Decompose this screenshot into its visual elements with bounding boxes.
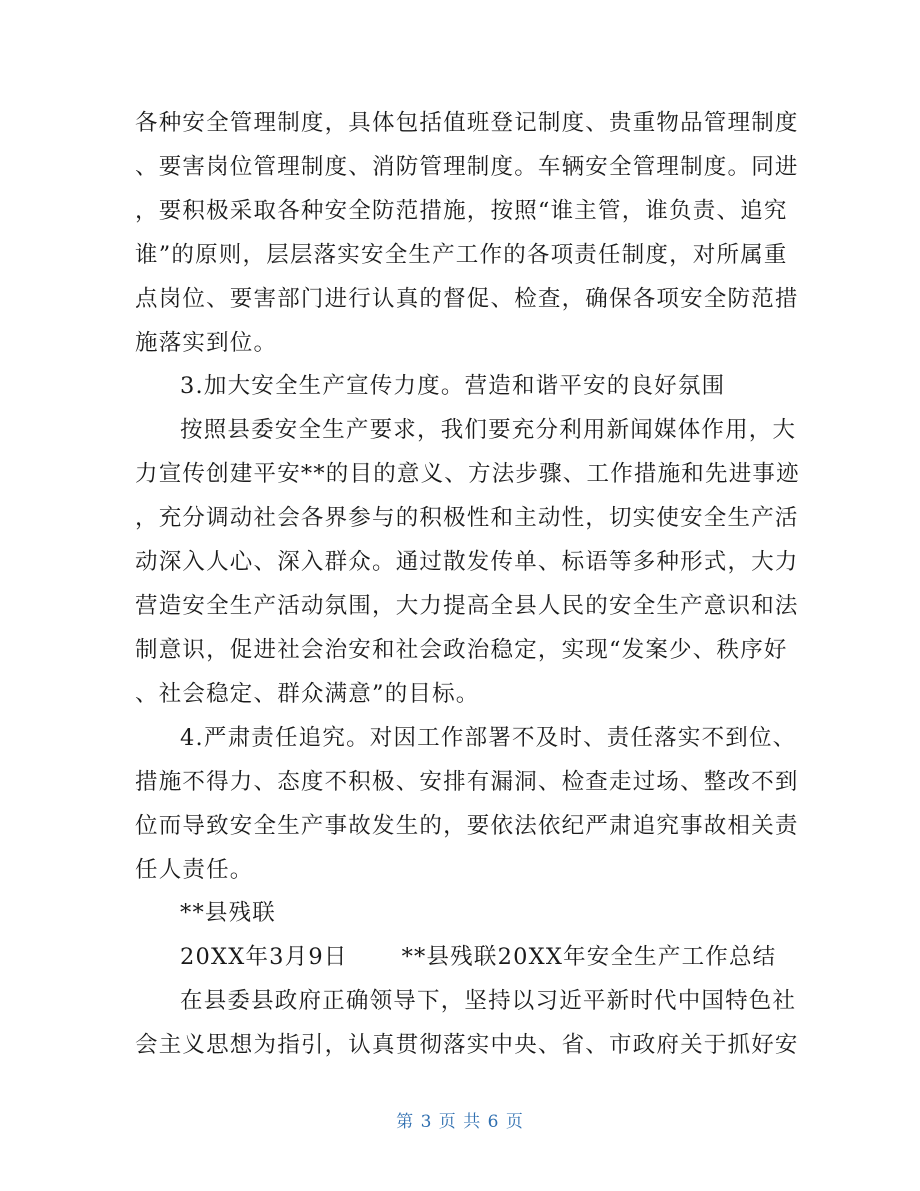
page-number-footer: 第 3 页 共 6 页 bbox=[396, 1112, 524, 1132]
body-line: 点岗位、要害部门进行认真的督促、检查，确保各项安全防范措 bbox=[135, 286, 799, 312]
date-title-line bbox=[180, 935, 830, 979]
next-document-title: **县残联20XX年安全生产工作总结 bbox=[401, 944, 777, 970]
body-line: 力宣传创建平安**的目的意义、方法步骤、工作措施和先进事迹 bbox=[135, 461, 800, 487]
section-heading: 3.加大安全生产宣传力度。营造和谐平安的良好氛围 bbox=[180, 373, 726, 399]
body-line: 施落实到位。 bbox=[135, 330, 278, 356]
body-line: 制意识，促进社会治安和社会政治稳定，实现“发案少、秩序好 bbox=[135, 637, 788, 663]
body-line: ，充分调动社会各界参与的积极性和主动性，切实使安全生产活 bbox=[135, 505, 799, 531]
body-line: 措施不得力、态度不积极、安排有漏洞、检查走过场、整改不到 bbox=[135, 769, 799, 795]
body-line: 会主义思想为指引，认真贯彻落实中央、省、市政府关于抓好安 bbox=[135, 1032, 799, 1058]
body-line: 、要害岗位管理制度、消防管理制度。车辆安全管理制度。同进 bbox=[135, 154, 799, 180]
signature-org: **县残联 bbox=[180, 900, 277, 926]
body-line: 各种安全管理制度，具体包括值班登记制度、贵重物品管理制度 bbox=[135, 110, 799, 136]
body-line: 任人责任。 bbox=[135, 857, 254, 883]
body-line: 营造安全生产活动氛围，大力提高全县人民的安全生产意识和法 bbox=[135, 593, 799, 619]
body-line: 位而导致安全生产事故发生的，要依法依纪严肃追究事故相关责 bbox=[135, 813, 799, 839]
body-line: 动深入人心、深入群众。通过散发传单、标语等多种形式，大力 bbox=[135, 549, 799, 575]
section-heading: 4.严肃责任追究。对因工作部署不及时、责任落实不到位、 bbox=[180, 725, 797, 751]
body-line: 谁”的原则，层层落实安全生产工作的各项责任制度，对所属重 bbox=[135, 242, 788, 268]
body-line: ，要积极采取各种安全防范措施，按照“谁主管，谁负责、追究 bbox=[135, 198, 788, 224]
body-line: 按照县委安全生产要求，我们要充分利用新闻媒体作用，大 bbox=[180, 417, 797, 443]
signature-date: 20XX年3月9日 bbox=[180, 944, 348, 970]
body-line: 在县委县政府正确领导下，坚持以习近平新时代中国特色社 bbox=[180, 988, 797, 1014]
body-line: 、社会稳定、群众满意”的目标。 bbox=[135, 681, 480, 707]
